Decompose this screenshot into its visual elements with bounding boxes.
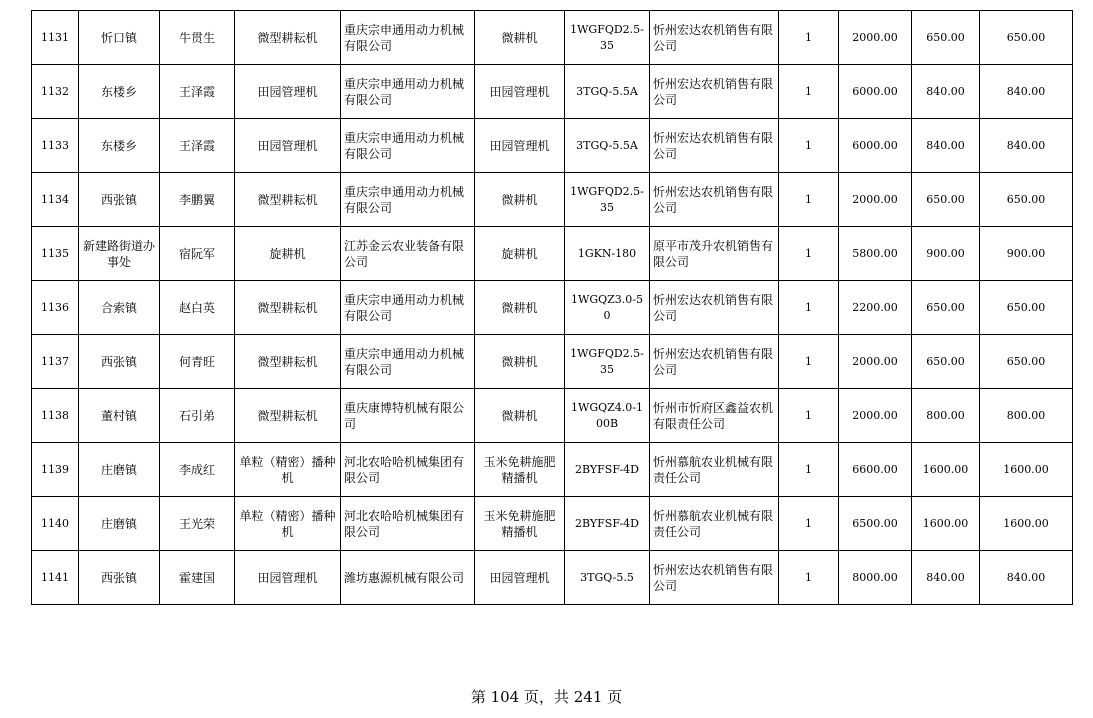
cell-town: 董村镇: [79, 389, 160, 443]
cell-manufacturer: 重庆康博特机械有限公司: [341, 389, 475, 443]
cell-category: 微型耕耘机: [235, 281, 341, 335]
cell-manufacturer: 重庆宗申通用动力机械有限公司: [341, 11, 475, 65]
table-row: [32, 281, 1073, 335]
cell-category: 微型耕耘机: [235, 389, 341, 443]
cell-no: 1140: [32, 497, 79, 551]
table-row: [32, 335, 1073, 389]
cell-subsidy: 800.00: [912, 389, 980, 443]
cell-total-subsidy: 800.00: [980, 389, 1073, 443]
cell-product: 玉米免耕施肥精播机: [475, 443, 565, 497]
cell-category: 田园管理机: [235, 65, 341, 119]
cell-no: 1131: [32, 11, 79, 65]
cell-category: 旋耕机: [235, 227, 341, 281]
cell-category: 田园管理机: [235, 119, 341, 173]
cell-model: 1GKN-180: [565, 227, 650, 281]
cell-subsidy: 650.00: [912, 335, 980, 389]
cell-manufacturer: 江苏金云农业装备有限公司: [341, 227, 475, 281]
cell-subsidy: 650.00: [912, 11, 980, 65]
cell-dealer: 忻州宏达农机销售有限公司: [650, 11, 779, 65]
cell-price: 6000.00: [839, 65, 912, 119]
cell-model: 1WGFQD2.5-35: [565, 335, 650, 389]
cell-price: 6500.00: [839, 497, 912, 551]
subsidy-table-sheet: [31, 10, 1072, 605]
cell-model: 2BYFSF-4D: [565, 443, 650, 497]
cell-dealer: 忻州市忻府区鑫益农机有限责任公司: [650, 389, 779, 443]
cell-price: 8000.00: [839, 551, 912, 605]
cell-price: 6600.00: [839, 443, 912, 497]
cell-town: 庄磨镇: [79, 497, 160, 551]
cell-town: 西张镇: [79, 173, 160, 227]
cell-town: 新建路街道办事处: [79, 227, 160, 281]
cell-quantity: 1: [779, 173, 839, 227]
cell-no: 1138: [32, 389, 79, 443]
cell-manufacturer: 重庆宗申通用动力机械有限公司: [341, 281, 475, 335]
cell-product: 旋耕机: [475, 227, 565, 281]
cell-total-subsidy: 1600.00: [980, 443, 1073, 497]
cell-category: 单粒（精密）播种机: [235, 497, 341, 551]
cell-dealer: 忻州慕航农业机械有限责任公司: [650, 497, 779, 551]
cell-quantity: 1: [779, 389, 839, 443]
cell-no: 1137: [32, 335, 79, 389]
cell-town: 庄磨镇: [79, 443, 160, 497]
cell-manufacturer: 潍坊惠源机械有限公司: [341, 551, 475, 605]
cell-town: 忻口镇: [79, 11, 160, 65]
cell-dealer: 忻州宏达农机销售有限公司: [650, 119, 779, 173]
cell-total-subsidy: 650.00: [980, 173, 1073, 227]
table-row: [32, 227, 1073, 281]
cell-quantity: 1: [779, 281, 839, 335]
cell-subsidy: 650.00: [912, 173, 980, 227]
cell-total-subsidy: 650.00: [980, 281, 1073, 335]
cell-town: 西张镇: [79, 551, 160, 605]
cell-category: 单粒（精密）播种机: [235, 443, 341, 497]
cell-product: 微耕机: [475, 389, 565, 443]
cell-subsidy: 840.00: [912, 551, 980, 605]
cell-manufacturer: 重庆宗申通用动力机械有限公司: [341, 173, 475, 227]
cell-product: 田园管理机: [475, 65, 565, 119]
cell-price: 2000.00: [839, 389, 912, 443]
cell-subsidy: 840.00: [912, 119, 980, 173]
cell-subsidy: 1600.00: [912, 497, 980, 551]
cell-buyer-name: 牛贯生: [160, 11, 235, 65]
cell-dealer: 忻州宏达农机销售有限公司: [650, 335, 779, 389]
cell-category: 微型耕耘机: [235, 335, 341, 389]
table-row: [32, 119, 1073, 173]
cell-no: 1134: [32, 173, 79, 227]
cell-dealer: 忻州慕航农业机械有限责任公司: [650, 443, 779, 497]
cell-category: 微型耕耘机: [235, 173, 341, 227]
cell-quantity: 1: [779, 443, 839, 497]
subsidy-table: [31, 10, 1073, 605]
cell-buyer-name: 何青旺: [160, 335, 235, 389]
cell-subsidy: 900.00: [912, 227, 980, 281]
cell-product: 微耕机: [475, 281, 565, 335]
cell-model: 1WGQZ4.0-100B: [565, 389, 650, 443]
cell-no: 1139: [32, 443, 79, 497]
cell-quantity: 1: [779, 11, 839, 65]
table-row: [32, 11, 1073, 65]
cell-product: 微耕机: [475, 173, 565, 227]
cell-quantity: 1: [779, 119, 839, 173]
cell-price: 2000.00: [839, 173, 912, 227]
table-body: [32, 11, 1073, 605]
cell-buyer-name: 王光荣: [160, 497, 235, 551]
cell-manufacturer: 重庆宗申通用动力机械有限公司: [341, 119, 475, 173]
cell-total-subsidy: 840.00: [980, 119, 1073, 173]
cell-quantity: 1: [779, 65, 839, 119]
cell-manufacturer: 河北农哈哈机械集团有限公司: [341, 443, 475, 497]
cell-model: 2BYFSF-4D: [565, 497, 650, 551]
cell-price: 2000.00: [839, 11, 912, 65]
cell-no: 1132: [32, 65, 79, 119]
cell-buyer-name: 霍建国: [160, 551, 235, 605]
cell-category: 田园管理机: [235, 551, 341, 605]
table-row: [32, 497, 1073, 551]
cell-price: 2200.00: [839, 281, 912, 335]
cell-manufacturer: 河北农哈哈机械集团有限公司: [341, 497, 475, 551]
cell-buyer-name: 李成红: [160, 443, 235, 497]
cell-model: 1WGFQD2.5-35: [565, 173, 650, 227]
cell-model: 1WGFQD2.5-35: [565, 11, 650, 65]
table-row: [32, 173, 1073, 227]
cell-no: 1133: [32, 119, 79, 173]
cell-product: 微耕机: [475, 11, 565, 65]
cell-no: 1135: [32, 227, 79, 281]
cell-subsidy: 840.00: [912, 65, 980, 119]
cell-quantity: 1: [779, 227, 839, 281]
cell-buyer-name: 王泽霞: [160, 65, 235, 119]
cell-subsidy: 1600.00: [912, 443, 980, 497]
cell-total-subsidy: 900.00: [980, 227, 1073, 281]
cell-category: 微型耕耘机: [235, 11, 341, 65]
cell-town: 东楼乡: [79, 119, 160, 173]
cell-total-subsidy: 840.00: [980, 65, 1073, 119]
cell-buyer-name: 赵白英: [160, 281, 235, 335]
cell-buyer-name: 宿阮军: [160, 227, 235, 281]
cell-manufacturer: 重庆宗申通用动力机械有限公司: [341, 65, 475, 119]
page-footer: 第 104 页，共 241 页: [470, 688, 623, 706]
table-row: [32, 551, 1073, 605]
cell-dealer: 原平市茂升农机销售有限公司: [650, 227, 779, 281]
cell-product: 田园管理机: [475, 119, 565, 173]
cell-price: 5800.00: [839, 227, 912, 281]
cell-total-subsidy: 650.00: [980, 11, 1073, 65]
cell-dealer: 忻州宏达农机销售有限公司: [650, 65, 779, 119]
cell-subsidy: 650.00: [912, 281, 980, 335]
cell-quantity: 1: [779, 335, 839, 389]
table-row: [32, 443, 1073, 497]
cell-model: 3TGQ-5.5A: [565, 119, 650, 173]
cell-town: 合索镇: [79, 281, 160, 335]
cell-product: 玉米免耕施肥精播机: [475, 497, 565, 551]
cell-product: 微耕机: [475, 335, 565, 389]
cell-quantity: 1: [779, 497, 839, 551]
cell-total-subsidy: 840.00: [980, 551, 1073, 605]
cell-model: 3TGQ-5.5: [565, 551, 650, 605]
cell-model: 3TGQ-5.5A: [565, 65, 650, 119]
cell-dealer: 忻州宏达农机销售有限公司: [650, 281, 779, 335]
table-row: [32, 389, 1073, 443]
cell-manufacturer: 重庆宗申通用动力机械有限公司: [341, 335, 475, 389]
cell-dealer: 忻州宏达农机销售有限公司: [650, 551, 779, 605]
cell-dealer: 忻州宏达农机销售有限公司: [650, 173, 779, 227]
table-row: [32, 65, 1073, 119]
cell-total-subsidy: 1600.00: [980, 497, 1073, 551]
cell-price: 2000.00: [839, 335, 912, 389]
cell-price: 6000.00: [839, 119, 912, 173]
cell-no: 1136: [32, 281, 79, 335]
cell-town: 西张镇: [79, 335, 160, 389]
cell-total-subsidy: 650.00: [980, 335, 1073, 389]
cell-product: 田园管理机: [475, 551, 565, 605]
cell-town: 东楼乡: [79, 65, 160, 119]
cell-model: 1WGQZ3.0-50: [565, 281, 650, 335]
cell-no: 1141: [32, 551, 79, 605]
cell-buyer-name: 王泽霞: [160, 119, 235, 173]
cell-buyer-name: 李鹏翼: [160, 173, 235, 227]
cell-quantity: 1: [779, 551, 839, 605]
cell-buyer-name: 石引弟: [160, 389, 235, 443]
